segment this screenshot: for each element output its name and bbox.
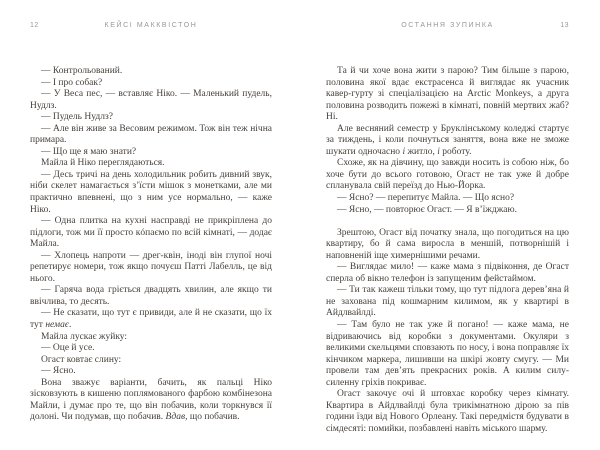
body-text: . [68,320,72,331]
paragraph [30,78,272,90]
paragraph [30,343,272,355]
body-text: — Ясно. [41,366,76,377]
body-text: Зрештою, Огаст від початку знала, що погодиться на цю квартиру, бо й сама виросла в меншій, потворнішій і наповненій іще химернішими речами. [326,227,569,261]
body-text: — Контрольований. [41,66,123,76]
italic-text: і [437,146,440,157]
running-head-left [30,22,272,29]
page-number: 12 [30,22,39,29]
body-text: Огаст закочує очі й штовхає коробку через кімнату. Квартира в Айдлвайлді була трикімнатною дірою за пів години їзди від Нового Орлеану. Такі передмістя будувати в сімдесяті: помийки, позбавлені навіть міського шарму. [326,389,569,434]
paragraph [326,66,569,124]
paragraph [30,216,272,251]
paragraph [30,158,272,170]
paragraph [30,378,272,424]
page-number: 13 [560,22,569,29]
paragraph [30,112,272,124]
paragraph [30,89,272,112]
paragraph [30,124,272,147]
running-header-author: КЕЙСІ МАККВІСТОН [104,22,198,29]
paragraph [30,366,272,378]
paragraph [326,193,569,205]
body-text: — Одна плитка на кухні насправді не прикріплена до підлоги, тож ми її просто кóпаємо по всій кімнаті, — додає Майла. [30,216,272,250]
body-text: Але весняний семестр у Бруклінському коледжі стартує за тиждень, і коли почнуться заняття, вона вже не зможе шукати одночасно [326,123,569,157]
body-text: — Хлопець напроти — дрег-квін, іноді він глупої ночі репетирує номери, тож якщо почуєш Патті Лабелль, це від нього. [30,250,272,284]
running-header-book-title: ОСТАННЯ ЗУПИНКА [401,22,494,29]
body-text: роботу. [439,146,472,157]
paragraph [30,251,272,286]
body-text: Огаст ковтає слину: [41,354,122,365]
body-text: Та й чи хоче вона жити з парою? Тим більше з парою, половина якої вдає екстрасенса й виглядає як учасник кавер-гурту зі спеціалізацією на Arctic Monkeys, а друга половина розводить пожежі в кімнаті, повній мертвих жаб? Ні. [326,66,569,123]
body-text: Вона зважує варіанти, бачить, як пальці Ніко зісковзують в кишеню поплямованого фарбою комбінезона Майли, і думає про те, що він побачив, коли торкнувся її долоні. Чи подумав, що побачив. [30,377,272,423]
paragraph [326,205,569,217]
body-text: Майла лускає жуйку: [41,331,128,342]
paragraph [326,262,569,285]
paragraph [326,389,569,435]
body-text: — Пудель Нудлз? [41,112,113,123]
paragraph [326,124,569,159]
italic-text: і [402,146,406,157]
page-text [30,66,272,424]
italic-text: немає [45,320,69,331]
running-head-right [326,22,569,29]
body-text: — Ясно? — перепитує Майла. — Що ясно? [337,193,515,204]
body-text: — Ясно, — повторює Огаст. — Я в’їжджаю. [337,204,517,215]
body-text: — Виглядає мило! — каже мама з підвіконня, де Огаст сперла об вікно телефон із запущеним фейстаймом. [326,262,569,284]
body-text: — Ти так кажеш тільки тому, що тут підлога дерев’яна й не захована під кошмарним килимом, як у квартирі в Айдлвайлді. [326,285,569,319]
body-text: — Там було не так уже й погано! — каже мама, не відриваючись від коробки з документами. Окуляри з великими скельцями сповзають по носу, і вона поправляє їх кінчиком маркера, лишивши на шкірі жовту смугу. — Ми провели там дев’ять прекрасних років. А килим силу-силенну гріхів покриває. [326,320,569,388]
paragraph [326,228,569,263]
paragraph [30,308,272,331]
italic-text: Вдав [165,412,186,423]
body-text: — Оце й усе. [41,343,95,354]
body-text: — Десь тричі на день холодильник робить дивний звук, ніби скелет намагається з’їсти мішок з монетками, але ми практично впевнені, що з ним усе нормально, — каже Ніко. [30,169,272,215]
body-text: — Не сказати, що тут є привиди, але й не сказати, що їх тут [30,308,272,331]
body-text: Майла й Ніко переглядаються. [41,158,165,169]
paragraph [326,320,569,389]
body-text: — У Веса пес, — вставляє Ніко. — Маленький пудель, Нудлз. [30,89,272,111]
body-text: , що побачив. [185,412,240,423]
paragraph [30,332,272,344]
paragraph [30,170,272,216]
body-text: — Гаряча вода гріється двадцять хвилин, але якщо ти ввічлива, то десять. [30,285,272,307]
body-text: житло, [405,146,438,157]
body-text: Схоже, як на дівчину, що завжди носить із собою ніж, бо хоче бути до всього готовою, Огаст не так уже й добре спланувала свій переїзд до Нью-Йорка. [326,158,569,192]
page-text [326,66,569,436]
body-text: — І про собак? [41,77,103,88]
paragraph [30,147,272,159]
paragraph [30,66,272,78]
paragraph [30,355,272,367]
body-text: — Що ще я маю знати? [41,146,137,157]
paragraph [326,285,569,320]
body-text: — Але він живе за Весовим режимом. Тож він теж нічна примара. [30,123,272,146]
paragraph [326,158,569,193]
page-right [326,0,569,450]
page-left [30,0,272,450]
paragraph [30,285,272,308]
